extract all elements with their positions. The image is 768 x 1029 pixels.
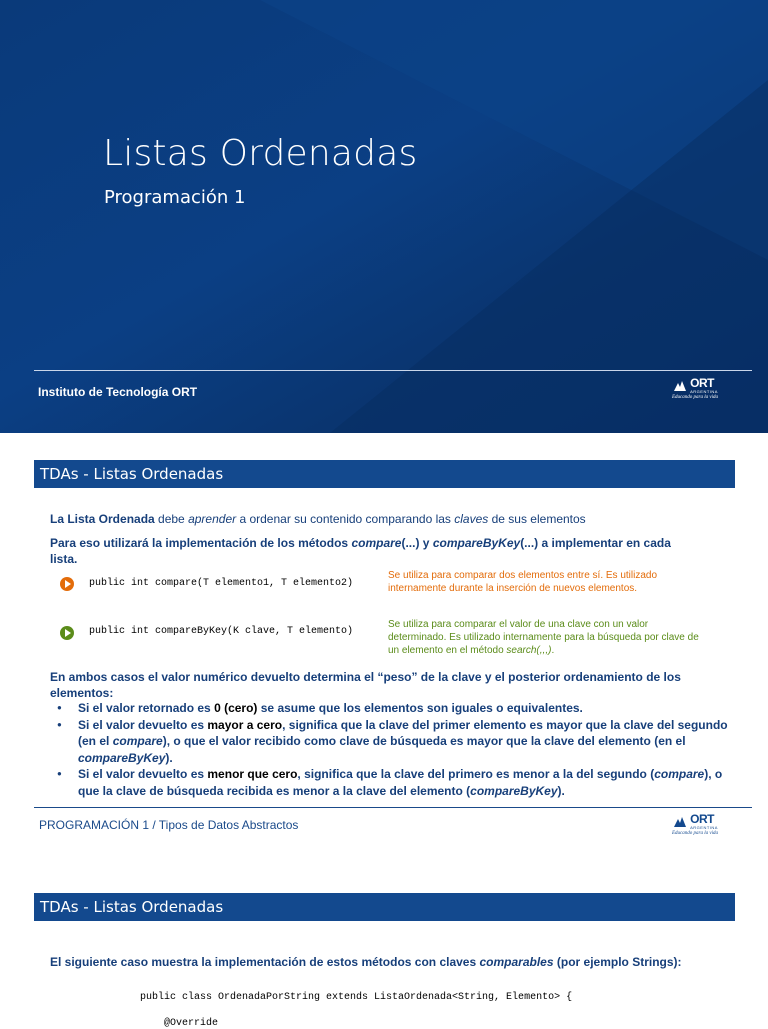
ort-logo: ORT ARGENTINA Educando para la vida [672,376,718,400]
method-comparebykey-signature: public int compareByKey(K clave, T elemento) [89,626,354,637]
slide-title: Listas Ordenadas [103,133,418,174]
list-item: ● Si el valor devuelto es mayor a cero, significa que la clave del primer elemento es mayor que la clave del segundo (en el compare), o que el valor recibido como clave de búsqueda es mayor que la clave del elemento (en el compareByKey). [48,717,728,767]
torch-icon [672,379,688,393]
slide-subtitle: Programación 1 [104,187,246,208]
method-compare-signature: public int compare(T elemento1, T elemento2) [89,578,354,589]
slide-header: TDAs - Listas Ordenadas [34,893,735,921]
method-comparebykey-note: Se utiliza para comparar el valor de una clave con un valor determinado. Es utilizado internamente para la búsqueda por clave de un elemento en el método search(,,,). [388,619,699,656]
list-item: ● Si el valor devuelto es menor que cero, significa que la clave del primero es menor a la del segundo (compare), o que la clave de búsqueda recibida es menor a la clave del elemento (compareByKey). [48,766,728,799]
lead-paragraph: El siguiente caso muestra la implementación de estos métodos con claves comparables (por ejemplo Strings): [50,955,682,969]
explanation-paragraph: En ambos casos el valor numérico devuelto determina el “peso” de la clave y el posterior ordenamiento de los elementos: [50,670,681,700]
institute-name: Instituto de Tecnología ORT [38,385,198,399]
code-line: public class OrdenadaPorString extends ListaOrdenada<String, Elemento> { [140,992,573,1003]
divider [34,370,752,371]
intro-paragraph-2: Para eso utilizará la implementación de los métodos compare(...) y compareByKey(...) a implementar en cada lista. [50,536,671,566]
bullet-list [48,700,728,799]
torch-icon [672,815,688,829]
method-compare-note: Se utiliza para comparar dos elementos entre sí. Es utilizado internamente durante la inserción de nuevos elementos. [388,570,658,594]
background-shapes [0,0,768,433]
slide-footer: PROGRAMACIÓN 1 / Tipos de Datos Abstractos [39,818,299,832]
intro-paragraph-1: La Lista Ordenada debe aprender a ordenar su contenido comparando las claves de sus elementos [50,512,586,526]
play-icon [60,577,74,591]
title-slide [0,0,768,433]
divider [34,807,752,808]
play-icon [60,626,74,640]
code-line-partial: @Override [164,1018,219,1029]
ort-logo: ORT ARGENTINA Educando para la vida [672,812,718,836]
list-item: ● Si el valor retornado es 0 (cero) se asume que los elementos son iguales o equivalentes. [48,700,728,717]
slide-header: TDAs - Listas Ordenadas [34,460,735,488]
